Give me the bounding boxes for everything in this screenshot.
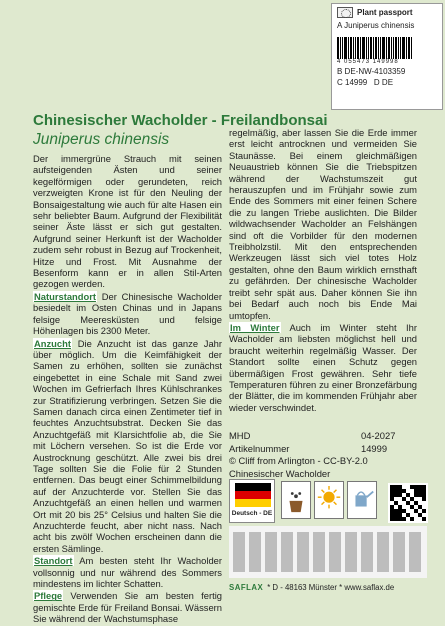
calendar-strip-icon bbox=[229, 526, 427, 578]
standort-text: Am besten steht Ihr Wacholder vollsonnig und nur während des Sommers mindestens im lichter Schatten. bbox=[33, 555, 222, 590]
barcode-bar bbox=[393, 37, 394, 59]
winter-text: Auch im Winter steht Ihr Wacholder am liebsten möglichst hell und braucht weiterhin regelmäßig Wasser. Der Standort sollte einen Schutz gegen übermäßigen Frost gewähren. Sehr tiefe Temperaturen führen zu einer Bronzefärbung der Blätter, die im kommenden Frühjahr aber wieder verschwindet. bbox=[229, 321, 417, 413]
eu-flag-icon bbox=[337, 7, 353, 18]
mhd-row bbox=[229, 430, 417, 443]
barcode-bar bbox=[411, 37, 412, 59]
barcode-bar bbox=[360, 37, 361, 59]
barcode-bar bbox=[400, 37, 401, 59]
barcode-bar bbox=[370, 37, 372, 59]
barcode-bar bbox=[378, 37, 379, 59]
winter-paragraph bbox=[229, 322, 417, 413]
pflege-text: Verwenden Sie am besten fertig gemischte Erde für Freiland Bonsai. Wässern Sie während der Wachstumsphase bbox=[33, 590, 222, 625]
mhd-value: 04-2027 bbox=[361, 430, 396, 441]
photo-credit: © Cliff from Arlington - CC-BY-2.0 bbox=[229, 455, 368, 466]
barcode-bar bbox=[355, 37, 356, 59]
winter-label: Im Winter bbox=[230, 321, 280, 333]
barcode-bar bbox=[368, 37, 369, 59]
naturstandort-label: Naturstandort bbox=[34, 290, 96, 302]
product-name: Chinesischer Wacholder bbox=[229, 467, 331, 479]
seed-pot-icon bbox=[281, 481, 311, 519]
language-badge bbox=[229, 479, 275, 523]
artikel-label: Artikelnummer bbox=[229, 442, 290, 454]
barcode bbox=[337, 33, 437, 59]
language-label: Deutsch - DE bbox=[231, 510, 273, 517]
barcode-number: 4 055473 149998 bbox=[337, 59, 399, 65]
germany-flag-icon bbox=[235, 483, 271, 507]
artikel-value: 14999 bbox=[361, 442, 388, 454]
product-meta bbox=[229, 430, 417, 480]
page-title: Chinesischer Wacholder - Freilandbonsai bbox=[33, 112, 328, 129]
barcode-bar bbox=[350, 37, 352, 59]
barcode-bar bbox=[408, 37, 410, 59]
naturstandort-paragraph bbox=[33, 291, 222, 337]
barcode-bar bbox=[348, 37, 349, 59]
anzucht-label: Anzucht bbox=[34, 337, 71, 349]
passport-title: Plant passport bbox=[357, 8, 413, 17]
naturstandort-text: Der Chinesische Wacholder besiedelt im Osten Chinas und in Japans felsige Meeresküsten und felsige Höhenlagen bis 2300 Meter. bbox=[33, 290, 222, 337]
watering-can-icon bbox=[347, 481, 377, 519]
anzucht-paragraph bbox=[33, 338, 222, 555]
mhd-label: MHD bbox=[229, 430, 251, 441]
barcode-bar bbox=[353, 37, 354, 59]
left-column bbox=[33, 153, 222, 626]
plant-passport bbox=[331, 3, 443, 110]
barcode-bar bbox=[373, 37, 374, 59]
barcode-bar bbox=[380, 37, 381, 59]
pflege-continuation: regelmäßig, aber lassen Sie die Erde immer erst leicht antrocknen und vermeiden Sie Staunässe. Bei einem gleichmäßigen Neuaustrieb können Sie die Triebspitzen während der Wachstumszeit gut herauszupfen und im Frühjahr sowie zum Ende des Sommers mit einer feinen Schere die zu langen Triebe auslichten. Die Bilder wildwachsender Wacholder an Felshängen sind oft die Vorbilder für den modernen Treibholzstil. Mit den entsprechenden Werkzeugen lässt sich viel totes Holz gestalten, ohne den Baum wirklich ernsthaft zu gefährden. Der chinesische Wacholder treibt sehr spät aus. Daher können Sie ihn bei Bedarf auch noch bis Ende Mai umtopfen. bbox=[229, 127, 417, 321]
footer-address: * D - 48163 Münster * www.saflax.de bbox=[267, 583, 395, 592]
right-column bbox=[229, 127, 417, 414]
passport-line-c: C 14999 bbox=[337, 78, 368, 87]
barcode-bar bbox=[395, 37, 397, 59]
passport-line-a: A Juniperus chinensis bbox=[337, 21, 415, 30]
sun-icon bbox=[314, 481, 344, 519]
barcode-bar bbox=[344, 37, 347, 59]
brand-logo: SAFLAX bbox=[229, 583, 264, 592]
standort-paragraph bbox=[33, 555, 222, 589]
qr-code-icon[interactable] bbox=[388, 483, 428, 523]
anzucht-text: Die Anzucht ist das ganze Jahr über möglich. Um die Keimfähigkeit der Samen zu erhöhen, sollten sie zunächst eingebettet in eine Schale mit Sand zwei Wochen im Gefrierfach Ihres Kühlschrankes zur Stratifizierung verbringen. Setzen Sie die Samen danach circa einen Zentimeter tief in feuchtes Anzuchtsubstrat. Decken Sie das Anzuchtgefäß mit Klarsichtfolie ab, die Sie mit Löchern versehen. So ist die Erde vor Austrocknung geschützt. Alle zwei bis drei Tage sollten Sie die Folie für 2 Stunden entfernen. Das beugt einer Schimmelbildung auf der Anzuchterde vor. Stellen Sie das Anzuchtgefäß an einen hellen und warmen Ort mit 20 bis 25° Celsius und halten Sie die Anzuchterde feucht, aber nicht nass. Nach acht bis zwölf Wochen erscheinen dann die ersten Sämlinge. bbox=[33, 337, 223, 554]
barcode-bar bbox=[386, 37, 387, 59]
barcode-bar bbox=[357, 37, 359, 59]
artikel-row bbox=[229, 443, 417, 456]
passport-line-c-d bbox=[337, 77, 437, 88]
barcode-bar bbox=[342, 37, 343, 59]
passport-line-d: D DE bbox=[373, 78, 394, 87]
barcode-bar bbox=[362, 37, 365, 59]
barcode-bar bbox=[375, 37, 377, 59]
barcode-bar bbox=[366, 37, 367, 59]
standort-label: Standort bbox=[34, 555, 73, 567]
botanical-name: Juniperus chinensis bbox=[33, 131, 170, 148]
barcode-bar bbox=[340, 37, 341, 59]
footer bbox=[229, 583, 437, 592]
barcode-bar bbox=[391, 37, 392, 59]
barcode-bar bbox=[402, 37, 405, 59]
pflege-label: Pflege bbox=[34, 590, 63, 602]
intro-text: Der immergrüne Strauch mit seinen aufsteigenden Ästen und seiner kegelförmigen oder gerundeten, reich verzweigten Krone ist für den Neuling der Bonsaigestaltung wie auch für alte Hasen ein sehr beliebter Baum. Aufgrund der Flexibilität seiner Äste lässt er sich gut gestalten. Aufgrund seiner Herkunft ist der Wacholder zudem sehr robust in Bezug auf Trockenheit, Hitze und Frost. Mit Ausnahme der Besenform kann er in allen Stil-Arten gezogen werden. bbox=[33, 153, 222, 290]
barcode-bar bbox=[382, 37, 385, 59]
passport-line-b: B DE-NW-4103359 bbox=[337, 67, 406, 76]
barcode-bar bbox=[406, 37, 407, 59]
barcode-bar bbox=[398, 37, 399, 59]
barcode-bar bbox=[388, 37, 390, 59]
barcode-bar bbox=[337, 37, 339, 59]
pflege-paragraph bbox=[33, 590, 222, 624]
